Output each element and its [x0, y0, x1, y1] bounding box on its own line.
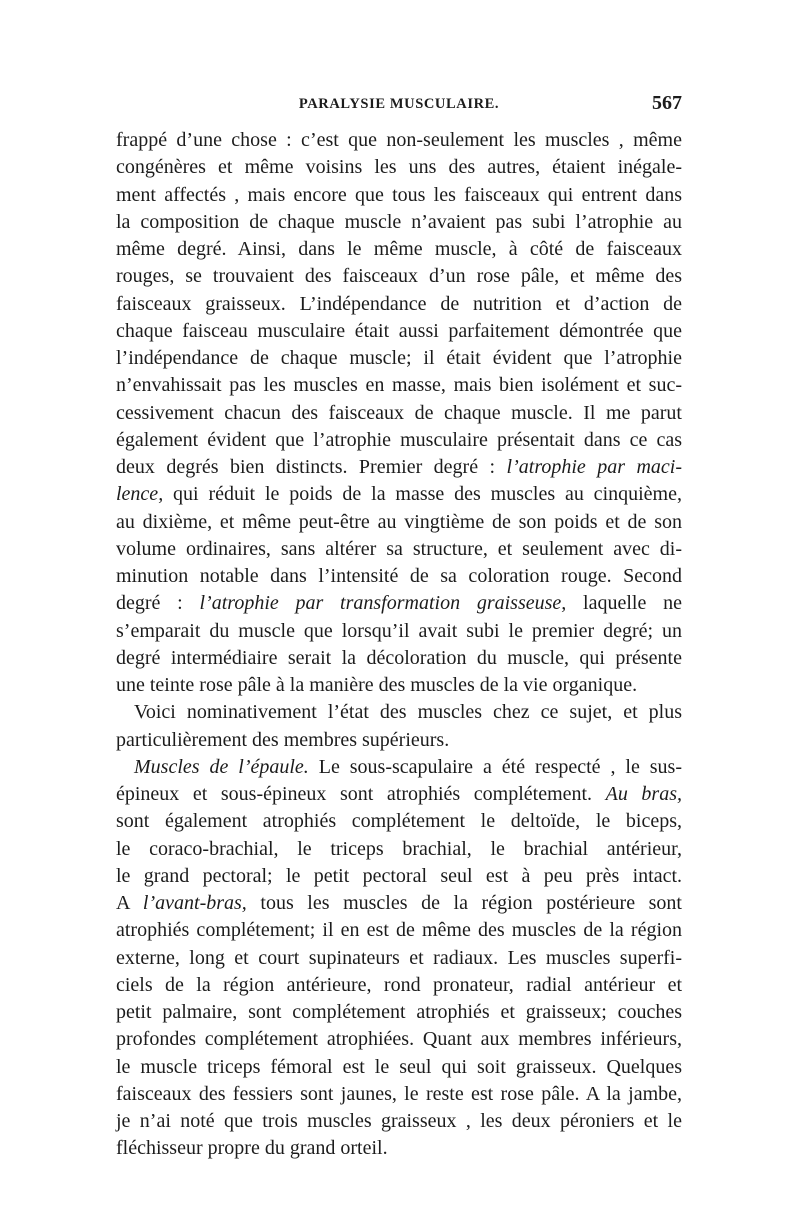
text-segment: ment affectés , mais encore que tous les faisceaux qui entrent dans	[116, 183, 682, 206]
text-segment: épineux et sous-épineux sont atrophiés complétement.	[116, 783, 606, 805]
text-line	[116, 618, 682, 645]
body-text	[116, 127, 682, 1163]
text-line	[116, 345, 682, 372]
text-line	[116, 645, 682, 672]
text-segment: s’emparait du muscle que lorsqu’il avait subi le premier degré; un	[116, 619, 682, 642]
text-line	[116, 699, 682, 726]
text-line	[116, 182, 682, 209]
italic-text-segment: l’atrophie par transformation graisseuse,	[199, 592, 567, 615]
text-line	[116, 1135, 682, 1162]
text-line	[116, 1108, 682, 1135]
text-line	[116, 754, 682, 781]
text-segment: degré :	[116, 592, 200, 615]
text-segment: ciels de la région antérieure, rond pronateur, radial antérieur et	[116, 973, 682, 996]
text-segment: degré intermédiaire serait la décoloration du muscle, qui présente	[116, 646, 682, 669]
text-segment: deux degrés bien distincts. Premier degré :	[116, 456, 507, 478]
text-segment: chaque faisceau musculaire était aussi parfaitement démontrée que	[116, 319, 682, 342]
text-segment: Le sous-scapulaire a été respecté , le sus-	[308, 755, 682, 778]
text-line	[116, 454, 682, 481]
text-line	[116, 154, 682, 181]
text-line	[116, 536, 682, 563]
text-line	[116, 372, 682, 399]
text-segment: je n’ai noté que trois muscles graisseux , les deux péroniers et le	[116, 1110, 682, 1132]
text-line	[116, 1081, 682, 1108]
text-line	[116, 590, 682, 617]
text-line	[116, 1026, 682, 1053]
italic-text-segment: l’avant-bras,	[142, 892, 247, 914]
text-line	[116, 236, 682, 263]
text-line	[116, 917, 682, 944]
text-segment: la composition de chaque muscle n’avaient pas subi l’atrophie au	[116, 210, 682, 233]
text-line	[116, 263, 682, 290]
text-line	[116, 836, 682, 863]
text-line	[116, 127, 682, 154]
text-segment: petit palmaire, sont complétement atrophiés et graisseux; couches	[116, 1001, 682, 1023]
text-line	[116, 481, 682, 508]
text-segment: minution notable dans l’intensité de sa coloration rouge. Second	[116, 565, 682, 587]
italic-text-segment: Muscles de l’épaule.	[134, 755, 309, 778]
page-header	[116, 92, 682, 118]
text-segment: profondes complétement atrophiées. Quant aux membres inférieurs,	[116, 1028, 682, 1051]
text-line	[116, 945, 682, 972]
text-segment: externe, long et court supinateurs et radiaux. Les muscles superfi-	[116, 946, 682, 969]
text-line	[116, 427, 682, 454]
text-segment: fléchisseur propre du grand orteil.	[116, 1137, 388, 1160]
text-segment: atrophiés complétement; il en est de même des muscles de la région	[116, 919, 682, 942]
text-segment: une teinte rose pâle à la manière des muscles de la vie organique.	[116, 674, 638, 696]
page-number: 567	[652, 92, 682, 114]
italic-text-segment: Au bras,	[605, 783, 682, 805]
text-segment: A	[116, 892, 143, 914]
text-segment: le grand pectoral; le petit pectoral seul est à peu près intact.	[116, 864, 682, 887]
text-line	[116, 999, 682, 1026]
text-segment: n’envahissait pas les muscles en masse, mais bien isolément et suc-	[116, 374, 682, 397]
italic-text-segment: l’atrophie par maci-	[506, 456, 682, 478]
text-segment: Voici nominativement l’état des muscles chez ce sujet, et plus	[134, 701, 682, 724]
italic-text-segment: lence,	[116, 483, 164, 506]
text-line	[116, 1054, 682, 1081]
text-segment: le muscle triceps fémoral est le seul qui soit graisseux. Quelques	[116, 1055, 682, 1078]
text-segment: laquelle ne	[566, 592, 682, 615]
text-segment: faisceaux graisseux. L’indépendance de nutrition et d’action de	[116, 292, 682, 315]
text-line	[116, 781, 682, 808]
text-segment: congénères et même voisins les uns des autres, étaient inégale-	[116, 156, 682, 179]
text-segment: rouges, se trouvaient des faisceaux d’un rose pâle, et même des	[116, 265, 682, 288]
text-line	[116, 318, 682, 345]
text-segment: l’indépendance de chaque muscle; il était évident que l’atrophie	[116, 347, 682, 369]
text-line	[116, 209, 682, 236]
text-segment: volume ordinaires, sans altérer sa structure, et seulement avec di-	[116, 537, 682, 560]
text-segment: tous les muscles de la région postérieure sont	[246, 892, 682, 914]
text-segment: frappé d’une chose : c’est que non-seulement les muscles , même	[116, 129, 682, 151]
text-segment: qui réduit le poids de la masse des muscles au cinquième,	[163, 483, 682, 506]
text-line	[116, 509, 682, 536]
running-head: PARALYSIE MUSCULAIRE.	[298, 96, 500, 112]
text-line	[116, 400, 682, 427]
text-line	[116, 563, 682, 590]
text-segment: au dixième, et même peut-être au vingtième de son poids et de son	[116, 510, 682, 533]
text-segment: également évident que l’atrophie musculaire présentait dans ce cas	[116, 428, 682, 451]
text-segment: le coraco-brachial, le triceps brachial, le brachial antérieur,	[116, 837, 682, 860]
text-segment: faisceaux des fessiers sont jaunes, le reste est rose pâle. A la jambe,	[116, 1082, 682, 1105]
text-line	[116, 863, 682, 890]
text-segment: particulièrement des membres supérieurs.	[116, 728, 450, 751]
text-line	[116, 972, 682, 999]
text-line	[116, 890, 682, 917]
text-segment: même degré. Ainsi, dans le même muscle, à côté de faisceaux	[116, 238, 682, 260]
text-segment: sont également atrophiés complétement le deltoïde, le biceps,	[116, 810, 682, 833]
text-line	[116, 808, 682, 835]
text-line	[116, 727, 682, 754]
text-line	[116, 672, 682, 699]
text-line	[116, 291, 682, 318]
text-segment: cessivement chacun des faisceaux de chaque muscle. Il me parut	[116, 401, 682, 424]
